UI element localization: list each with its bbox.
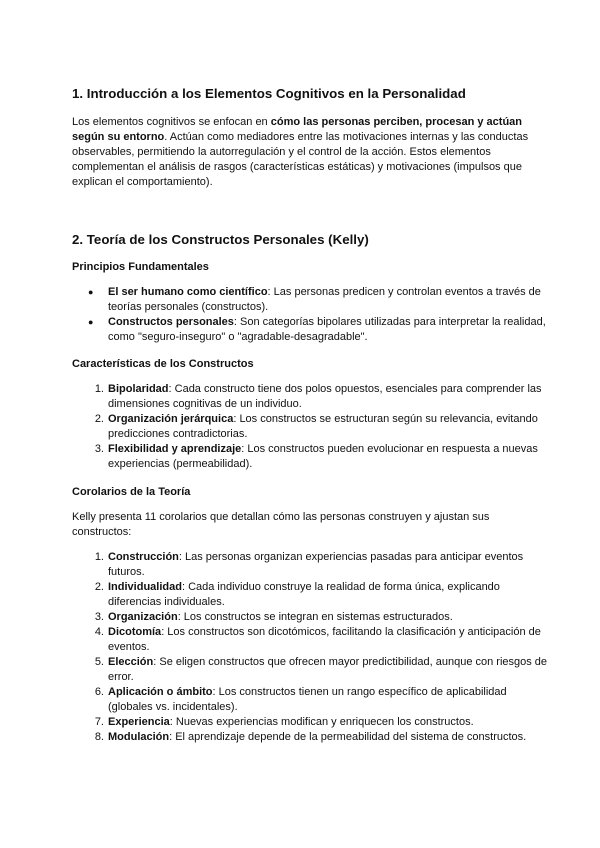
corolario-item bbox=[72, 730, 550, 745]
caracteristica-text: : Los constructos pueden evolucionar en respuesta a nuevas experiencias (permeabilidad). bbox=[108, 443, 538, 470]
corolario-term: Organización bbox=[108, 611, 178, 623]
corolario-term: Individualidad bbox=[108, 581, 182, 593]
caracteristica-item bbox=[72, 442, 550, 472]
caracteristica-term: Bipolaridad bbox=[108, 383, 169, 395]
section-1-paragraph bbox=[72, 115, 550, 190]
corolario-item bbox=[72, 550, 550, 580]
principios-list bbox=[72, 285, 550, 345]
caracteristica-text: : Cada constructo tiene dos polos opuestos, esenciales para comprender las dimensiones cognitivas de un individuo. bbox=[108, 383, 542, 410]
corolario-term: Aplicación o ámbito bbox=[108, 686, 213, 698]
corolario-text: : Las personas organizan experiencias pasadas para anticipar eventos futuros. bbox=[108, 551, 524, 578]
corolario-text: : El aprendizaje depende de la permeabilidad del sistema de constructos. bbox=[169, 731, 527, 743]
intro-text-end: . Actúan como mediadores entre las motivaciones internas y las conductas observables, permitiendo la autorregulación y el control de la acción. Estos elementos complementan el análisis de rasgos (características estáticas) y motivaciones (impulsos que explican el comportamiento). bbox=[72, 131, 529, 188]
principio-text: : Son categorías bipolares utilizadas para interpretar la realidad, como "seguro-inseguro" o "agradable-desagradable". bbox=[108, 316, 546, 343]
section-2-title: 2. Teoría de los Constructos Personales (Kelly) bbox=[72, 232, 369, 247]
caracteristica-item bbox=[72, 382, 550, 412]
corolario-item bbox=[72, 655, 550, 685]
caracteristicas-list bbox=[72, 382, 550, 472]
corolario-item bbox=[72, 625, 550, 655]
principio-term: El ser humano como científico bbox=[108, 286, 268, 298]
intro-text-bold: cómo las personas perciben, procesan y actúan según su entorno bbox=[72, 116, 523, 143]
corolario-term: Modulación bbox=[108, 731, 170, 743]
item-number: 3. bbox=[94, 611, 104, 623]
caracteristicas-heading: Características de los Constructos bbox=[72, 358, 254, 370]
corolario-text: : Los constructos son dicotómicos, facilitando la clasificación y anticipación de eventos. bbox=[108, 626, 541, 653]
section-1-title: 1. Introducción a los Elementos Cognitivos en la Personalidad bbox=[72, 86, 466, 101]
corolario-item bbox=[72, 715, 550, 730]
caracteristica-text: : Los constructos se estructuran según su relevancia, evitando predicciones contradictorias. bbox=[108, 413, 538, 440]
corolario-term: Construcción bbox=[108, 551, 179, 563]
item-number: 4. bbox=[94, 626, 104, 638]
corolario-text: : Los constructos se integran en sistemas estructurados. bbox=[177, 611, 453, 623]
corolario-term: Elección bbox=[108, 656, 154, 668]
item-number: 7. bbox=[94, 716, 104, 728]
caracteristica-term: Organización jerárquica bbox=[108, 413, 234, 425]
item-number: 2. bbox=[94, 581, 104, 593]
corolario-text: : Nuevas experiencias modifican y enriquecen los constructos. bbox=[169, 716, 474, 728]
principio-item bbox=[72, 315, 550, 345]
principio-item bbox=[72, 285, 550, 315]
corolario-text: : Cada individuo construye la realidad de forma única, explicando diferencias individuales. bbox=[108, 581, 500, 608]
corolario-item bbox=[72, 580, 550, 610]
item-number: 1. bbox=[94, 383, 104, 395]
item-number: 5. bbox=[94, 656, 104, 668]
principios-heading: Principios Fundamentales bbox=[72, 261, 209, 273]
corolarios-intro: Kelly presenta 11 corolarios que detallan cómo las personas construyen y ajustan sus constructos: bbox=[72, 511, 490, 538]
item-number: 8. bbox=[94, 731, 104, 743]
corolario-term: Dicotomía bbox=[108, 626, 162, 638]
item-number: 1. bbox=[94, 551, 104, 563]
principio-text: : Las personas predicen y controlan eventos a través de teorías personales (constructos). bbox=[108, 286, 541, 313]
item-number: 6. bbox=[94, 686, 104, 698]
corolario-item bbox=[72, 610, 550, 625]
item-number: 2. bbox=[94, 413, 104, 425]
corolario-text: : Los constructos tienen un rango específico de aplicabilidad (globales vs. incidentales). bbox=[108, 686, 507, 713]
corolario-term: Experiencia bbox=[108, 716, 170, 728]
intro-text-start: Los elementos cognitivos se enfocan en bbox=[72, 116, 271, 128]
corolarios-heading: Corolarios de la Teoría bbox=[72, 486, 191, 498]
item-number: 3. bbox=[94, 443, 104, 455]
caracteristica-item bbox=[72, 412, 550, 442]
corolarios-list bbox=[72, 550, 550, 745]
caracteristica-term: Flexibilidad y aprendizaje bbox=[108, 443, 242, 455]
corolario-text: : Se eligen constructos que ofrecen mayor predictibilidad, aunque con riesgos de error. bbox=[108, 656, 548, 683]
principio-term: Constructos personales bbox=[108, 316, 234, 328]
corolario-item bbox=[72, 685, 550, 715]
